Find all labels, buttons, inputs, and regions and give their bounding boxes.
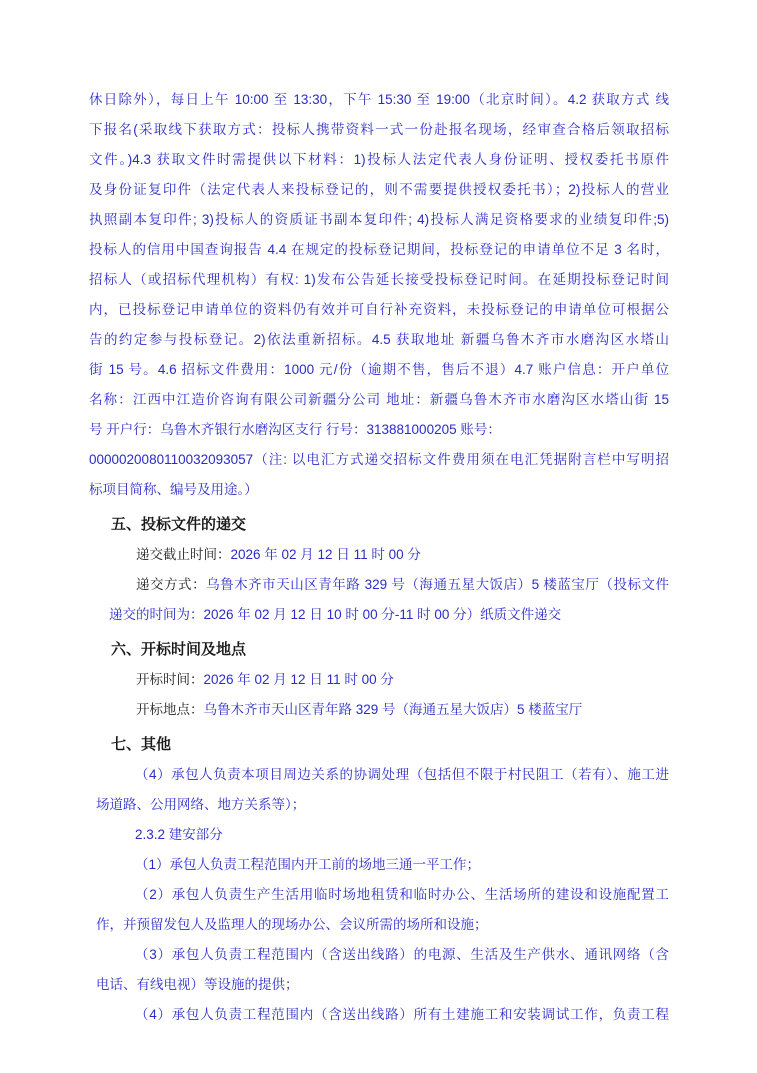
opening-place-value: 乌鲁木齐市天山区青年路 329 号（海通五星大饭店）5 楼蓝宝厅 — [203, 702, 583, 717]
paragraph-line: 执照副本复印件; 3)投标人的资质证书副本复印件; 4)投标人满足资格要求的业绩复印件;5) — [89, 212, 669, 227]
other-item-line: 作，并预留发包人及监理人的现场办公、会议所需的场所和设施； — [96, 917, 488, 932]
intro-paragraph — [89, 85, 669, 505]
opening-place-line — [89, 695, 669, 725]
submission-method-line — [89, 570, 669, 600]
other-item-line: 2.3.2 建安部分 — [135, 827, 223, 842]
paragraph-line: 投标人的信用中国查询报告 4.4 在规定的投标登记期间，投标登记的申请单位不足 3 名时， — [89, 242, 669, 257]
other-item-line: （4）承包人负责本项目周边关系的协调处理（包括但不限于村民阻工（若有）、施工进 — [135, 767, 669, 782]
document-body — [89, 85, 669, 1030]
paragraph-line-bank-account: 号 开户行：乌鲁木齐银行水磨沟区支行 行号：313881000205 账号： — [89, 422, 501, 437]
submission-method-continuation: 递交的时间为：2026 年 02 月 12 日 10 时 00 分-11 时 00 分）纸质文件递交 — [109, 607, 562, 622]
submission-deadline-value: 2026 年 02 月 12 日 11 时 00 分 — [230, 547, 421, 562]
other-item-line: 电话、有线电视）等设施的提供； — [96, 977, 299, 992]
other-section-body — [89, 760, 669, 1030]
paragraph-line: 文件。)4.3 获取文件时需提供以下材料：1)投标人法定代表人身份证明、授权委托书原件 — [89, 152, 669, 167]
paragraph-line: 内，已投标登记申请单位的资料仍有效并可自行补充资料，未投标登记的申请单位可根据公 — [89, 302, 669, 317]
section-heading-bid-submission: 五、投标文件的递交 — [111, 516, 247, 533]
paragraph-line: 招标人（或招标代理机构）有权: 1)发布公告延长接受投标登记时间。在延期投标登记时间 — [89, 272, 669, 287]
other-item-line: （1）承包人负责工程范围内开工前的场地三通一平工作； — [135, 857, 481, 872]
paragraph-line: 街 15 号。4.6 招标文件费用：1000 元/份（逾期不售，售后不退）4.7 账户信息：开户单位 — [89, 362, 669, 377]
other-item-line: 场道路、公用网络、地方关系等）； — [96, 797, 306, 812]
paragraph-line: 休日除外），每日上午 10:00 至 13:30，下午 15:30 至 19:00（北京时间）。4.2 获取方式 线 — [89, 92, 669, 107]
section-heading-bid-opening: 六、开标时间及地点 — [111, 641, 247, 658]
paragraph-line: 及身份证复印件（法定代表人来投标登记的，则不需要提供授权委托书）；2)投标人的营业 — [89, 182, 669, 197]
paragraph-line: 标项目简称、编号及用途。） — [89, 482, 258, 497]
other-item-line: （2）承包人负责生产生活用临时场地租赁和临时办公、生活场所的建设和设施配置工 — [135, 887, 669, 902]
submission-method-value: 乌鲁木齐市天山区青年路 329 号（海通五星大饭店）5 楼蓝宝厅（投标文件 — [206, 577, 669, 592]
submission-deadline-label: 递交截止时间： — [136, 547, 231, 562]
paragraph-line-account-number: 0000020080110032093057（注: 以电汇方式递交招标文件费用须在电汇凭据附言栏中写明招 — [89, 452, 669, 467]
paragraph-line: 名称：江西中江造价咨询有限公司新疆分公司 地址：新疆乌鲁木齐市水磨沟区水塔山街 15 — [89, 392, 669, 407]
opening-time-line — [89, 665, 669, 695]
paragraph-line: 告的约定参与投标登记。2)依法重新招标。4.5 获取地址 新疆乌鲁木齐市水磨沟区水塔山 — [89, 332, 669, 347]
submission-deadline-line — [89, 540, 669, 570]
section-heading-other: 七、其他 — [111, 736, 172, 753]
paragraph-line: 下报名(采取线下获取方式：投标人携带资料一式一份赴报名现场，经审查合格后领取招标 — [89, 122, 669, 137]
other-item-line: （3）承包人负责工程范围内（含送出线路）的电源、生活及生产供水、通讯网络（含 — [135, 947, 669, 962]
other-item-line: （4）承包人负责工程范围内（含送出线路）所有土建施工和安装调试工作，负责工程 — [135, 1007, 669, 1022]
opening-place-label: 开标地点： — [136, 702, 204, 717]
submission-method-label: 递交方式： — [136, 577, 207, 592]
opening-time-label: 开标时间： — [136, 672, 204, 687]
opening-time-value: 2026 年 02 月 12 日 11 时 00 分 — [203, 672, 394, 687]
